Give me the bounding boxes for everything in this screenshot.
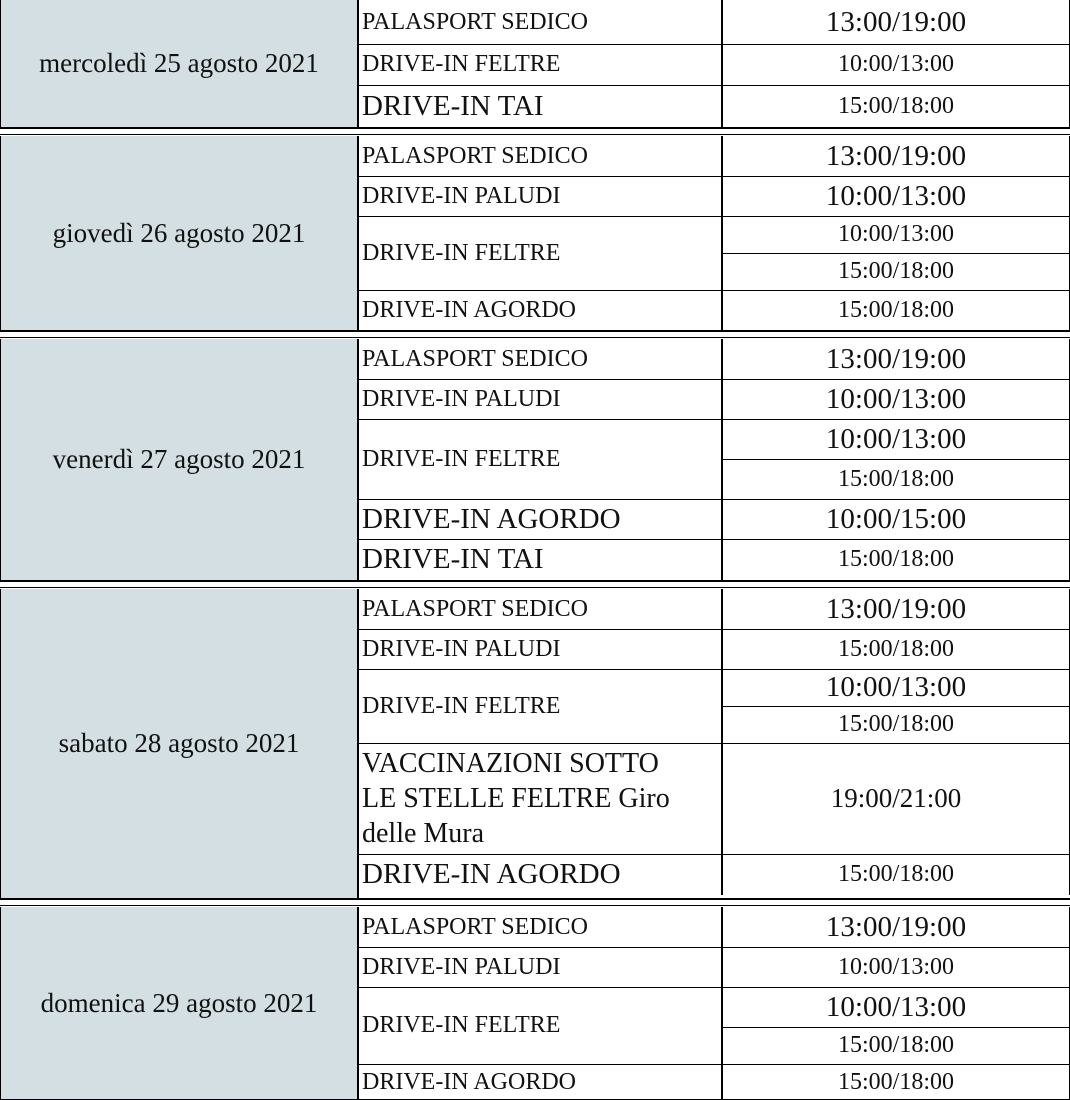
time-slot: 15:00/18:00: [723, 459, 1070, 499]
row-divider: [359, 419, 1070, 420]
row-divider: [359, 176, 1070, 177]
time-slot: 15:00/18:00: [723, 854, 1070, 895]
day-label: giovedì 26 agosto 2021: [0, 136, 359, 330]
location-name: PALASPORT SEDICO: [359, 907, 723, 947]
location-name: DRIVE-IN FELTRE: [359, 44, 723, 85]
time-slot: 15:00/18:00: [723, 85, 1070, 127]
location-name: PALASPORT SEDICO: [359, 589, 723, 629]
time-slot: 15:00/18:00: [723, 1027, 1070, 1064]
block-separator: [0, 905, 1070, 906]
row-divider: [359, 629, 1070, 630]
time-slot: 10:00/13:00: [723, 216, 1070, 253]
day-label: venerdì 27 agosto 2021: [0, 339, 359, 580]
location-name: DRIVE-IN FELTRE: [359, 419, 723, 499]
row-divider: [359, 743, 1070, 744]
block-separator: [0, 128, 1070, 129]
row-divider: [359, 669, 1070, 670]
row-divider: [723, 706, 1070, 707]
time-slot: 15:00/18:00: [723, 1064, 1070, 1100]
day-block: [0, 589, 1070, 898]
time-slot: 13:00/19:00: [723, 339, 1070, 379]
location-name: DRIVE-IN PALUDI: [359, 176, 723, 216]
location-name: DRIVE-IN TAI: [359, 85, 723, 127]
time-slot: 15:00/18:00: [723, 290, 1070, 330]
location-name: DRIVE-IN FELTRE: [359, 216, 723, 290]
day-block: [0, 907, 1070, 1100]
time-slot: 15:00/18:00: [723, 706, 1070, 743]
row-divider: [723, 253, 1070, 254]
row-divider: [359, 85, 1070, 86]
location-name: PALASPORT SEDICO: [359, 0, 723, 44]
location-name: PALASPORT SEDICO: [359, 339, 723, 379]
row-divider: [359, 499, 1070, 500]
block-separator: [0, 587, 1070, 588]
row-divider: [359, 216, 1070, 217]
location-name: DRIVE-IN AGORDO: [359, 290, 723, 330]
time-slot: 13:00/19:00: [723, 907, 1070, 947]
location-name: DRIVE-IN FELTRE: [359, 669, 723, 743]
time-slot: 13:00/19:00: [723, 589, 1070, 629]
time-slot: 10:00/13:00: [723, 44, 1070, 85]
time-slot: 10:00/13:00: [723, 419, 1070, 459]
location-name: DRIVE-IN AGORDO: [359, 854, 723, 895]
row-divider: [359, 539, 1070, 540]
row-divider: [359, 1064, 1070, 1065]
time-slot: 19:00/21:00: [723, 743, 1070, 854]
time-slot: 13:00/19:00: [723, 136, 1070, 176]
location-name: DRIVE-IN TAI: [359, 539, 723, 580]
location-name: DRIVE-IN AGORDO: [359, 499, 723, 539]
block-separator: [0, 337, 1070, 338]
time-slot: 10:00/13:00: [723, 176, 1070, 216]
day-block: [0, 136, 1070, 330]
block-separator: [0, 581, 1070, 582]
day-block: [0, 0, 1070, 127]
row-divider: [723, 1027, 1070, 1028]
row-divider: [359, 379, 1070, 380]
location-name: PALASPORT SEDICO: [359, 136, 723, 176]
block-separator: [0, 134, 1070, 135]
row-divider: [359, 854, 1070, 855]
time-slot: 13:00/19:00: [723, 0, 1070, 44]
day-label: domenica 29 agosto 2021: [0, 907, 359, 1100]
location-name: DRIVE-IN FELTRE: [359, 987, 723, 1064]
time-slot: 10:00/15:00: [723, 499, 1070, 539]
location-name: DRIVE-IN AGORDO: [359, 1064, 723, 1100]
time-slot: 15:00/18:00: [723, 629, 1070, 669]
time-slot: 10:00/13:00: [723, 669, 1070, 706]
time-slot: 10:00/13:00: [723, 947, 1070, 987]
block-separator: [0, 899, 1070, 900]
day-block: [0, 339, 1070, 580]
row-divider: [359, 947, 1070, 948]
time-slot: 15:00/18:00: [723, 539, 1070, 580]
row-divider: [359, 44, 1070, 45]
day-label: mercoledì 25 agosto 2021: [0, 0, 359, 127]
location-name: DRIVE-IN PALUDI: [359, 947, 723, 987]
time-slot: 15:00/18:00: [723, 253, 1070, 290]
location-name: DRIVE-IN PALUDI: [359, 629, 723, 669]
block-separator: [0, 331, 1070, 332]
location-name: VACCINAZIONI SOTTO LE STELLE FELTRE Giro delle Mura: [359, 743, 723, 854]
row-divider: [723, 459, 1070, 460]
time-slot: 10:00/13:00: [723, 379, 1070, 419]
row-divider: [359, 290, 1070, 291]
row-divider: [359, 987, 1070, 988]
day-label: sabato 28 agosto 2021: [0, 589, 359, 898]
location-name: DRIVE-IN PALUDI: [359, 379, 723, 419]
time-slot: 10:00/13:00: [723, 987, 1070, 1027]
